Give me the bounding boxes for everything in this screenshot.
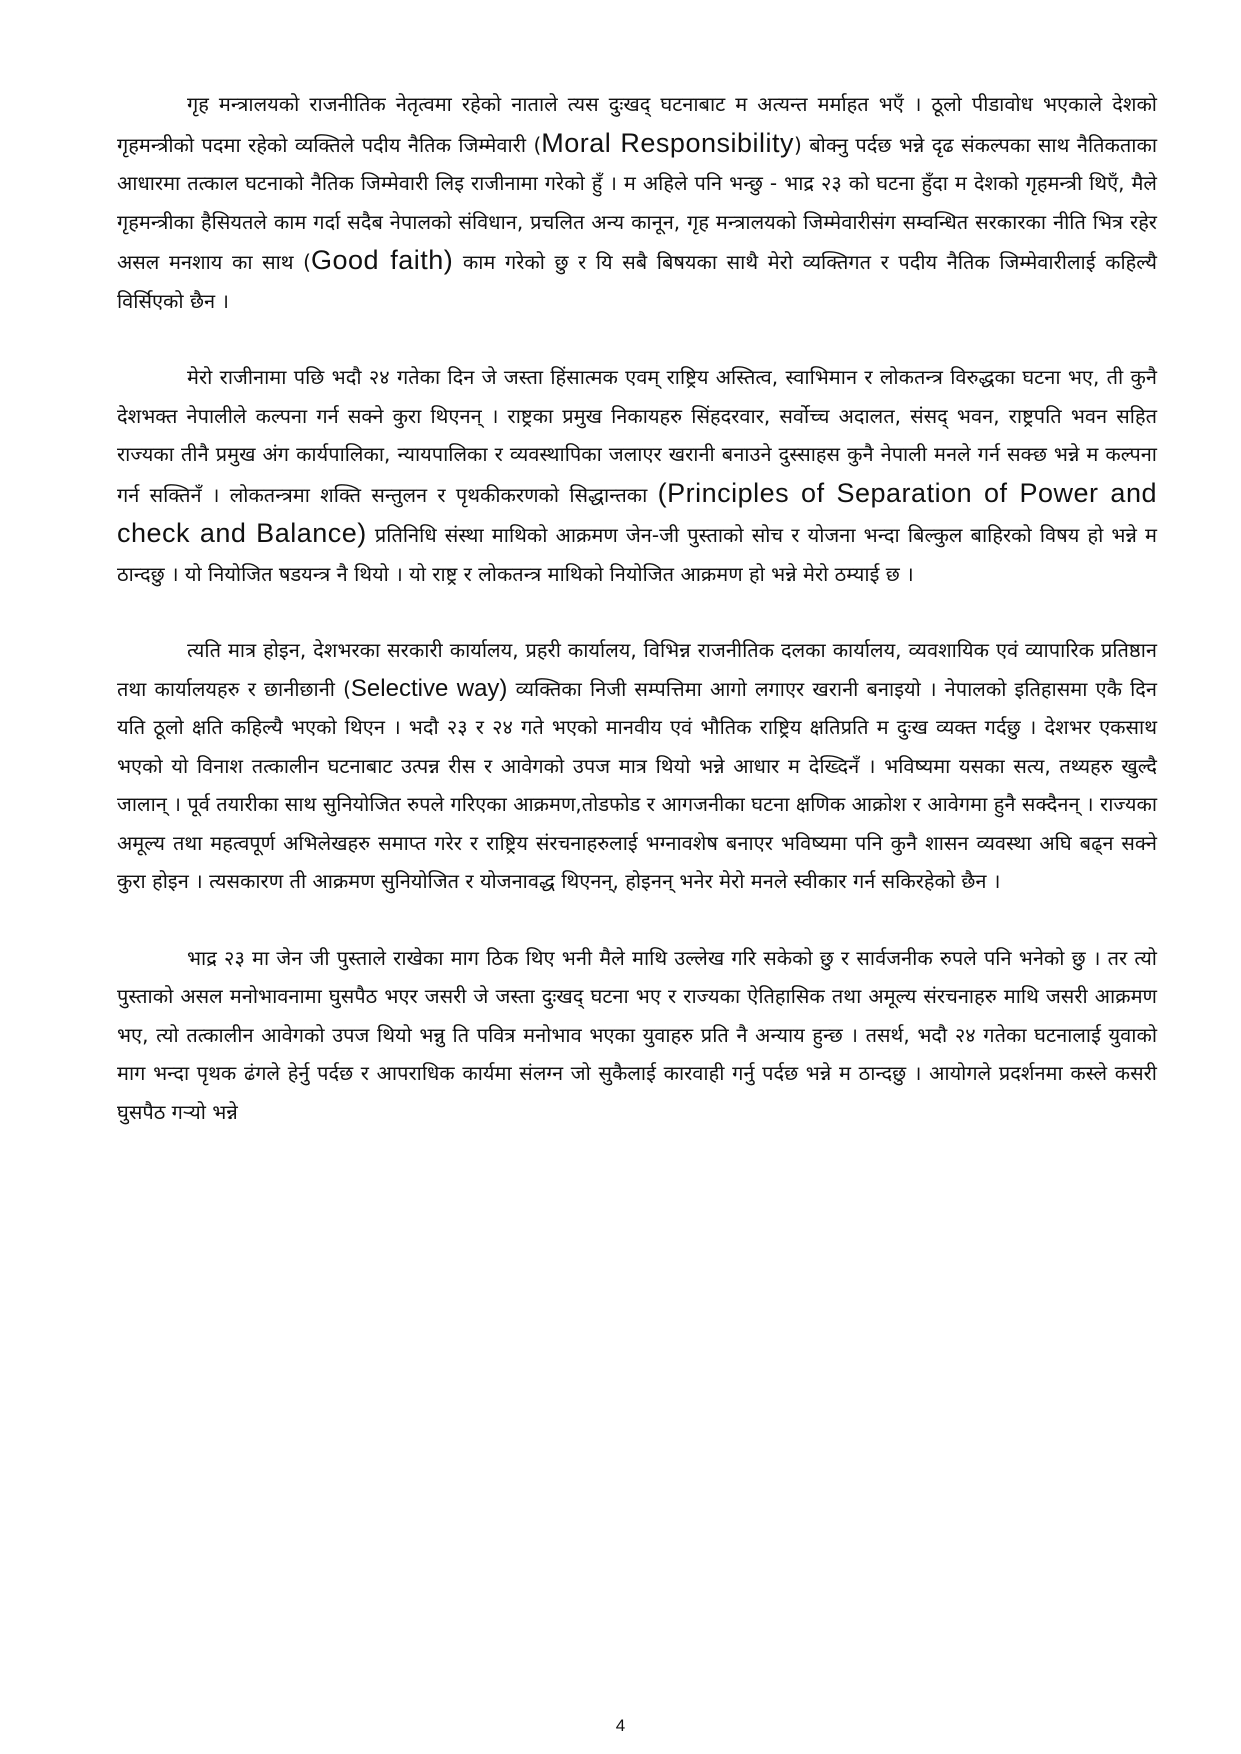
paragraph-1 [117, 85, 1157, 320]
paragraph-1-text-2: ) बोक्नु पर्दछ भन्ने दृढ संकल्पका साथ नैतिकताका आधारमा तत्काल घटनाको नैतिक जिम्मेवारी लिइ राजीनामा गरेको हुँ । म अहिले पनि भन्छु - भाद्र २३ को घटना हुँदा म देशको गृहमन्त्री थिएँ, मैले गृहमन्त्रीका हैसियतले काम गर्दा सदैब नेपालको संविधान, प्रचलित अन्य कानून, गृह मन्त्रालयको जिम्मेवारीसंग सम्वन्धित सरकारका नीति भित्र रहेर असल मनशाय का साथ ( [117, 132, 1158, 274]
paragraph-1-english-term-2: Good faith) [310, 245, 454, 275]
paragraph-1-text-3: काम गरेको छु र यि सबै बिषयका साथै मेरो व्यक्तिगत र पदीय नैतिक जिम्मेवारीलाई कहिल्यै विर्सिएको छैन । [117, 250, 1158, 313]
paragraph-3 [117, 631, 1157, 901]
paragraph-2 [117, 358, 1157, 593]
paragraph-4-text-1: भाद्र २३ मा जेन जी पुस्ताले राखेका माग ठिक थिए भनी मैले माथि उल्लेख गरि सकेको छु र सार्वजनीक रुपले पनि भनेको छु । तर त्यो पुस्ताको असल मनोभावनामा घुसपैठ भएर जसरी जे जस्ता दुःखद् घटना भए र राज्यका ऐतिहासिक तथा अमूल्य संरचनाहरु माथि जसरी आक्रमण भए, त्यो तत्कालीन आवेगको उपज थियो भन्नु ति पवित्र मनोभाव भएका युवाहरु प्रति नै अन्याय हुन्छ । तसर्थ, भदौ २४ गतेका घटनालाई युवाको माग भन्दा पृथक ढंगले हेर्नु पर्दछ र आपराधिक कार्यमा संलग्न जो सुकैलाई कारवाही गर्नु पर्दछ भन्ने म ठान्दछु । आयोगले प्रदर्शनमा कस्ले कसरी घुसपैठ गर्‍यो भन्ने [117, 945, 1157, 1124]
paragraph-4 [117, 939, 1157, 1132]
page-number: 4 [615, 1716, 626, 1735]
document-body [117, 85, 1157, 1169]
paragraph-1-text-1: गृह मन्त्रालयको राजनीतिक नेतृत्वमा रहेको नाताले त्यस दुःखद् घटनाबाट म अत्यन्त मर्माहत भएँ । ठूलो पीडावोध भएकाले देशको गृहमन्त्रीको पदमा रहेको व्यक्तिले पदीय नैतिक जिम्मेवारी ( [117, 92, 1157, 157]
paragraph-2-text-1: मेरो राजीनामा पछि भदौ २४ गतेका दिन जे जस्ता हिंसात्मक एवम् राष्ट्रिय अस्तित्व, स्वाभिमान र लोकतन्त्र विरुद्धका घटना भए, ती कुनै देशभक्त नेपालीले कल्पना गर्न सक्ने कुरा थिएनन् । राष्ट्रका प्रमुख निकायहरु सिंहदरवार, सर्वोच्च अदालत, संसद् भवन, राष्ट्रपति भवन सहित राज्यका तीनै प्रमुख अंग कार्यपालिका, न्यायपालिका र व्यवस्थापिका जलाएर खरानी बनाउने दुस्साहस कुनै नेपाली मनले गर्न सक्छ भन्ने म कल्पना गर्न सक्तिनँ । लोकतन्त्रमा शक्ति सन्तुलन र पृथकीकरणको सिद्धान्तका [117, 365, 1157, 507]
paragraph-2-text-2: प्रतिनिधि संस्था माथिको आक्रमण जेन-जी पुस्ताको सोच र योजना भन्दा बिल्कुल बाहिरको विषय हो भन्ने म ठान्दछु । यो नियोजित षडयन्त्र नै थियो । यो राष्ट्र र लोकतन्त्र माथिको नियोजित आक्रमण हो भन्ने मेरो ठम्याई छ । [117, 523, 1157, 586]
paragraph-1-english-term-1: Moral Responsibility [541, 127, 794, 158]
paragraph-3-text-1: त्यति मात्र होइन, देशभरका सरकारी कार्यालय, प्रहरी कार्यालय, विभिन्न राजनीतिक दलका कार्यालय, व्यवशायिक एवं व्यापारिक प्रतिष्ठान तथा कार्यालयहरु र छानीछानी ( [117, 638, 1157, 701]
paragraph-3-english-term-1: Selective way) [350, 674, 508, 702]
paragraph-2-english-term-1: (Principles of Separation of Power and check and Balance) [117, 477, 1157, 548]
paragraph-3-text-2: व्यक्तिका निजी सम्पत्तिमा आगो लगाएर खरानी बनाइयो । नेपालको इतिहासमा एकै दिन यति ठूलो क्षति कहिल्यै भएको थिएन । भदौ २३ र २४ गते भएको मानवीय एवं भौतिक राष्ट्रिय क्षतिप्रति म दुःख व्यक्त गर्दछु । देशभर एकसाथ भएको यो विनाश तत्कालीन घटनाबाट उत्पन्न रीस र आवेगको उपज मात्र थियो भन्ने आधार म देख्दिनँ । भविष्यमा यसका सत्य, तथ्यहरु खुल्दै जालान् । पूर्व तयारीका साथ सुनियोजित रुपले गरिएका आक्रमण,तोडफोड र आगजनीका घटना क्षणिक आक्रोश र आवेगमा हुनै सक्दैनन् । राज्यका अमूल्य तथा महत्वपूर्ण अभिलेखहरु समाप्त गरेर र राष्ट्रिय संरचनाहरुलाई भग्नावशेष बनाएर भविष्यमा पनि कुनै शासन व्यवस्था अघि बढ्न सक्ने कुरा होइन । त्यसकारण ती आक्रमण सुनियोजित र योजनावद्ध थिएनन्, होइनन् भनेर मेरो मनले स्वीकार गर्न सकिरहेको छैन । [117, 676, 1158, 893]
